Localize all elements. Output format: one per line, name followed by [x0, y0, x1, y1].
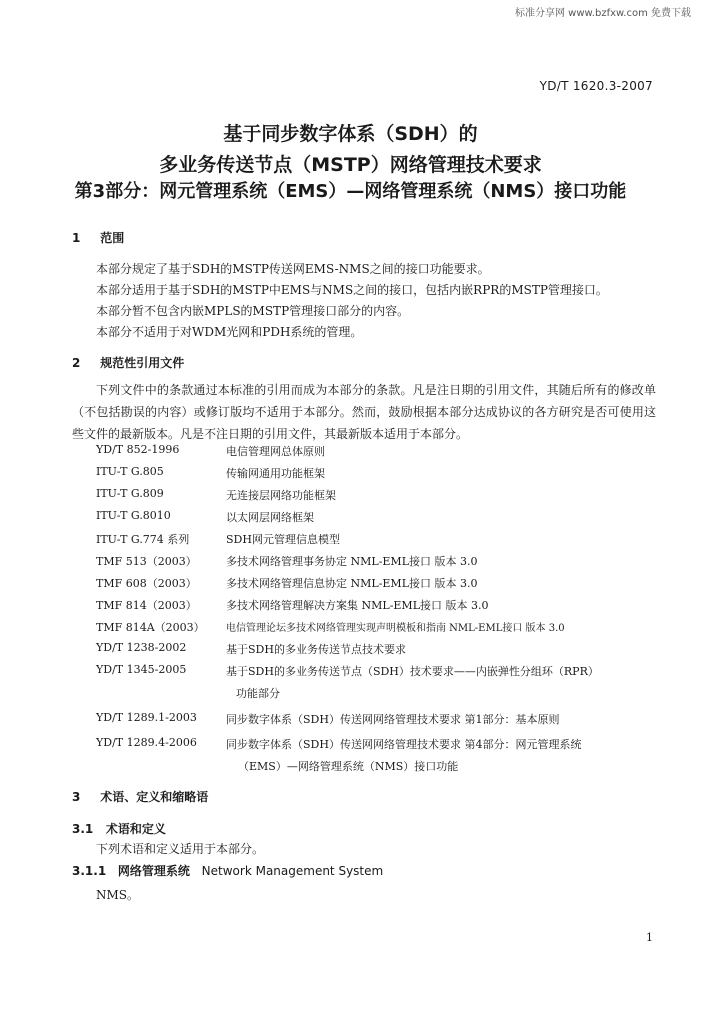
reference-title: 多技术网络管理事务协定 NML-EML接口 版本 3.0: [226, 555, 478, 568]
section-number: 2: [72, 356, 81, 370]
title-line-3: 第3部分：网元管理系统（EMS）—网络管理系统（NMS）接口功能: [74, 181, 627, 202]
reference-code: ITU-T G.8010: [96, 509, 171, 522]
reference-code: YD/T 852-1996: [96, 443, 180, 456]
reference-title: 多技术网络管理解决方案集 NML-EML接口 版本 3.0: [226, 599, 489, 612]
term-number: 3.1.1: [72, 864, 107, 878]
section-2-intro: 下列文件中的条款通过本标准的引用而成为本部分的条款。凡是注日期的引用文件，其随后所有的修改单（不包括勘误的内容）或修订版均不适用于本部分。然而，鼓励根据本部分达成协议的各方研究是否可使用这些文件的最新版本。凡是不注日期的引用文件，其最新版本适用于本部分。: [72, 383, 656, 441]
reference-code: YD/T 1289.1-2003: [96, 711, 197, 724]
reference-code: ITU-T G.809: [96, 487, 164, 500]
paragraph: 本部分暂不包含内嵌MPLS的MSTP管理接口部分的内容。: [96, 304, 410, 318]
reference-title: 多技术网络管理信息协定 NML-EML接口 版本 3.0: [226, 577, 478, 590]
term-title: 网络管理系统: [117, 864, 190, 878]
section-2-heading: [72, 354, 184, 371]
reference-code: ITU-T G.774 系列: [96, 533, 190, 546]
watermark: 标准分享网 www.bzfxw.com 免费下载: [515, 8, 691, 19]
subsection-number: 3.1: [72, 822, 94, 836]
reference-code: ITU-T G.805: [96, 465, 164, 478]
paragraph: 本部分不适用于对WDM光网和PDH系统的管理。: [96, 325, 363, 339]
reference-code: YD/T 1289.4-2006: [96, 736, 197, 749]
section-number: 3: [72, 790, 81, 804]
reference-title: 基于SDH的多业务传送节点（SDH）技术要求——内嵌弹性分组环（RPR）: [226, 665, 599, 678]
paragraph: 本部分规定了基于SDH的MSTP传送网EMS-NMS之间的接口功能要求。: [96, 262, 490, 276]
reference-code: TMF 513（2003）: [96, 555, 197, 568]
reference-title: 传输网通用功能框架: [226, 467, 325, 480]
title-line-2: 多业务传送节点（MSTP）网络管理技术要求: [159, 154, 542, 176]
reference-title: 电信管理网总体原则: [226, 445, 325, 458]
reference-title: 以太网层网络框架: [226, 511, 314, 524]
reference-code: TMF 814A（2003）: [96, 621, 205, 634]
reference-title-continued: 功能部分: [236, 687, 280, 700]
reference-title: 同步数字体系（SDH）传送网网络管理技术要求 第4部分：网元管理系统: [226, 738, 582, 751]
title-line-1: 基于同步数字体系（SDH）的: [223, 123, 478, 145]
section-1-heading: [72, 229, 124, 246]
reference-code: YD/T 1238-2002: [96, 641, 187, 654]
document-code: YD/T 1620.3-2007: [539, 79, 653, 93]
term-english: Network Management System: [201, 864, 384, 878]
subsection-title: 术语和定义: [105, 822, 166, 836]
reference-code: TMF 814（2003）: [96, 599, 197, 612]
term-3-1-1-heading: [72, 862, 383, 879]
section-number: 1: [72, 231, 81, 245]
reference-title-continued: （EMS）—网络管理系统（NMS）接口功能: [238, 760, 459, 773]
page-number: 1: [646, 931, 653, 944]
reference-title: 无连接层网络功能框架: [226, 489, 336, 502]
paragraph: 下列术语和定义适用于本部分。: [96, 842, 265, 856]
reference-code: TMF 608（2003）: [96, 577, 197, 590]
section-title: 规范性引用文件: [100, 356, 185, 370]
subsection-3-1-heading: [72, 820, 166, 837]
reference-title: 同步数字体系（SDH）传送网网络管理技术要求 第1部分：基本原则: [226, 713, 560, 726]
section-3-heading: [72, 788, 208, 805]
term-abbreviation: NMS。: [96, 888, 140, 902]
reference-title: 基于SDH的多业务传送节点技术要求: [226, 643, 406, 656]
section-title: 范围: [100, 231, 125, 245]
reference-title: SDH网元管理信息模型: [226, 533, 340, 546]
paragraph: 本部分适用于基于SDH的MSTP中EMS与NMS之间的接口，包括内嵌RPR的MSTP管理接口。: [96, 283, 608, 297]
reference-title: 电信管理论坛多技术网络管理实现声明模板和指南 NML-EML接口 版本 3.0: [226, 623, 565, 634]
reference-code: YD/T 1345-2005: [96, 663, 187, 676]
section-title: 术语、定义和缩略语: [100, 790, 209, 804]
